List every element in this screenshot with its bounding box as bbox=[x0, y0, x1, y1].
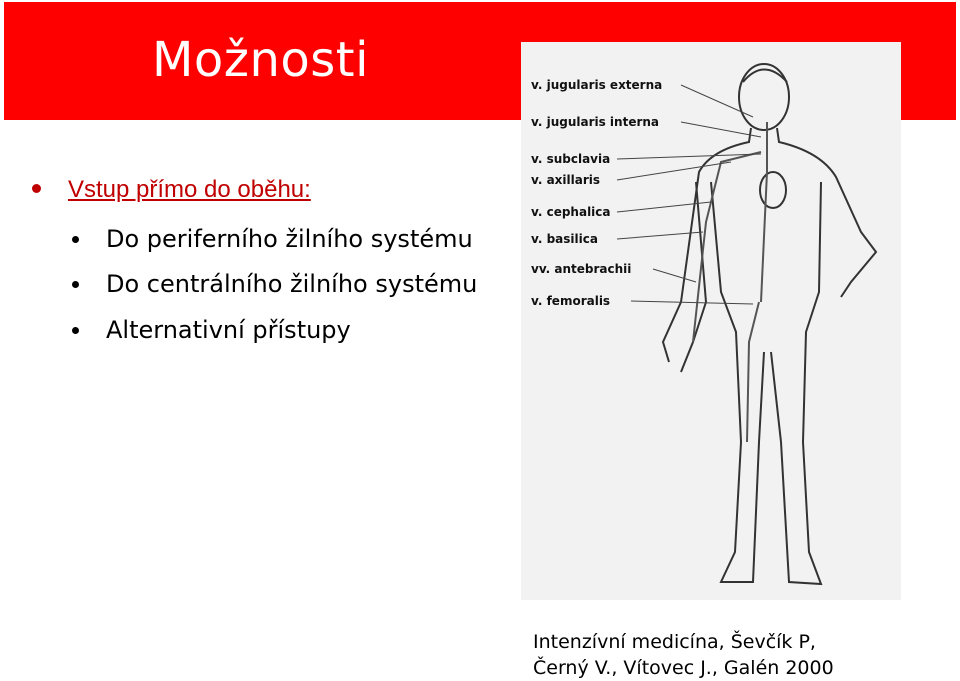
label-subclavia: v. subclavia bbox=[531, 152, 611, 166]
bullet-dot-icon bbox=[72, 236, 79, 243]
label-cephalica: v. cephalica bbox=[531, 205, 611, 219]
bullet-dot-icon bbox=[72, 281, 79, 288]
label-axillaris: v. axillaris bbox=[531, 173, 601, 187]
left-leg-outline bbox=[711, 182, 764, 582]
label-antebrachii: vv. antebrachii bbox=[531, 262, 632, 276]
right-arm-outline bbox=[777, 128, 876, 297]
caption-line-2: Černý V., Vítovec J., Galén 2000 bbox=[533, 657, 834, 679]
list-item bbox=[72, 225, 473, 253]
left-arm-outline bbox=[663, 128, 751, 362]
vein-central bbox=[761, 122, 767, 302]
caption-line-1: Intenzívní medicína, Ševčík P, bbox=[533, 631, 816, 653]
right-leg-outline bbox=[771, 182, 821, 584]
list-item bbox=[72, 270, 477, 298]
label-basilica: v. basilica bbox=[531, 232, 598, 246]
head-outline bbox=[739, 64, 789, 130]
venous-system-diagram bbox=[521, 42, 901, 600]
figure-caption bbox=[533, 629, 834, 681]
vein-femoral bbox=[747, 302, 759, 442]
bullet-dot-icon bbox=[32, 184, 41, 193]
bullet-dot-icon bbox=[72, 327, 79, 334]
label-jugularis-interna: v. jugularis interna bbox=[531, 115, 660, 129]
bullet-heading-text: Vstup přímo do oběhu: bbox=[68, 176, 311, 203]
label-femoralis: v. femoralis bbox=[531, 294, 611, 308]
anatomy-figure bbox=[521, 42, 901, 600]
label-jugularis-externa: v. jugularis externa bbox=[531, 78, 663, 92]
bullet-heading bbox=[36, 176, 311, 204]
heart-outline bbox=[760, 172, 786, 208]
list-item bbox=[72, 316, 351, 344]
slide-title: Možnosti bbox=[152, 32, 369, 88]
list-item-text: Do periferního žilního systému bbox=[106, 225, 473, 253]
list-item-text: Alternativní přístupy bbox=[106, 316, 351, 344]
list-item-text: Do centrálního žilního systému bbox=[106, 270, 478, 298]
